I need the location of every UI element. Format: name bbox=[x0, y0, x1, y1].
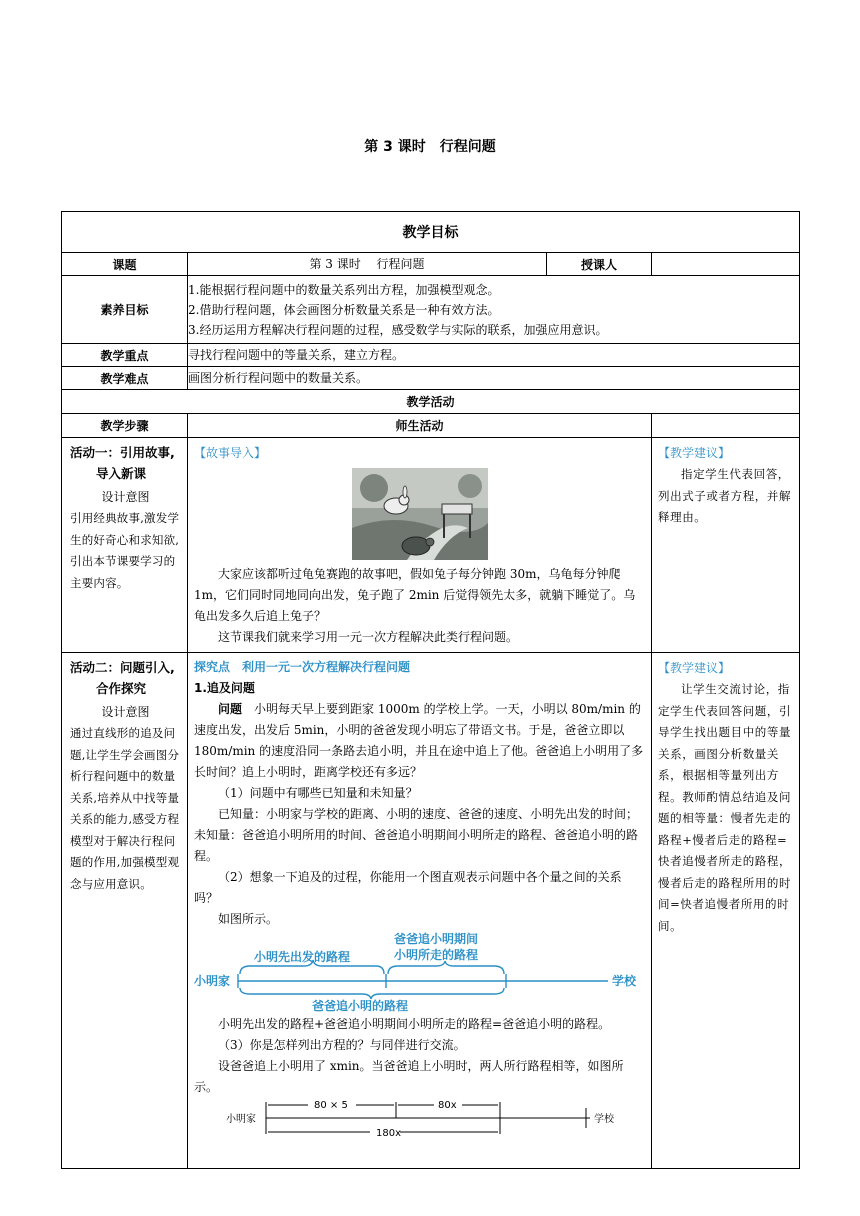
key-point-value: 寻找行程问题中的等量关系，建立方程。 bbox=[188, 344, 800, 367]
activity2-title-2: 合作探究 bbox=[96, 681, 147, 696]
activity1-title-2: 导入新课 bbox=[96, 466, 147, 481]
diagram2-total-label: 180x bbox=[376, 1128, 402, 1139]
col-activity: 师生活动 bbox=[188, 414, 652, 438]
problem-text bbox=[194, 699, 645, 783]
lesson-label: 课题 bbox=[62, 253, 188, 276]
diagram2-seg1-label: 80 × 5 bbox=[314, 1100, 348, 1111]
diagram1-total-label: 爸爸追小明的路程 bbox=[312, 999, 409, 1013]
literacy-item: 2.借助行程问题，体会画图分析数量关系是一种有效方法。 bbox=[188, 302, 500, 317]
col-steps: 教学步骤 bbox=[62, 414, 188, 438]
diagram1-start-label: 小明家 bbox=[194, 974, 231, 988]
activity1-intent-label: 设计意图 bbox=[101, 490, 150, 504]
activity2-intent-text: 通过直线形的追及问题,让学生学会画图分析行程问题中的数量关系,培养从中找等量关系的能力,感受方程模型对于解决行程问题的作用,加强模型观念与应用意识。 bbox=[70, 726, 180, 891]
activity2-advice-tag: 【教学建议】 bbox=[658, 661, 731, 675]
chase-diagram-1 bbox=[194, 930, 646, 1014]
lesson-plan-table bbox=[61, 211, 800, 1169]
lesson-value: 第 3 课时 行程问题 bbox=[188, 253, 547, 276]
teacher-value bbox=[652, 253, 800, 276]
diagram2-seg2-label: 80x bbox=[438, 1100, 457, 1111]
known-unknown: 已知量：小明家与学校的距离、小明的速度、爸爸的速度、小明先出发的时间；未知量：爸爸追小明所用的时间、爸爸追小明期间小明所走的路程、爸爸追小明的路程。 bbox=[194, 807, 639, 863]
teacher-label: 授课人 bbox=[547, 253, 652, 276]
problem-label: 问题 bbox=[218, 702, 243, 716]
story-para-2: 这节课我们就来学习用一元一次方程解决此类行程问题。 bbox=[218, 630, 519, 644]
activity1-title-1: 活动一：引用故事, bbox=[70, 445, 175, 460]
activity1-advice bbox=[652, 438, 800, 653]
activity2-intent-label: 设计意图 bbox=[101, 705, 150, 719]
chase-diagram-2 bbox=[194, 1098, 646, 1140]
diagram2-start-label: 小明家 bbox=[226, 1114, 256, 1125]
section-chase-problem: 1.追及问题 bbox=[194, 681, 255, 695]
diagram2-end-label: 学校 bbox=[594, 1114, 614, 1125]
activity1-advice-tag: 【教学建议】 bbox=[658, 446, 731, 460]
activity2-advice bbox=[652, 653, 800, 1169]
story-tag: 【故事导入】 bbox=[194, 446, 267, 460]
problem-body: 小明每天早上要到距家 1000m 的学校上学。一天，小明以 80m/min 的速度出发，出发后 5min，小明的爸爸发现小明忘了带语文书。于是，爸爸立即以 180m/min 的速度沿同一条路去追小明，并且在途中追上了他。爸爸追上小明用了多长时间？追上小明时，距离学校还有多远？ bbox=[194, 702, 644, 779]
question-3: （3）你是怎样列出方程的？与同伴进行交流。 bbox=[218, 1038, 466, 1052]
question-1: （1）问题中有哪些已知量和未知量？ bbox=[218, 786, 418, 800]
key-point-label: 教学重点 bbox=[62, 344, 188, 367]
diagram1-seg1-label: 小明先出发的路程 bbox=[254, 950, 351, 964]
activity1-intent-text: 引用经典故事,激发学生的好奇心和求知欲,引出本节课要学习的主要内容。 bbox=[70, 511, 180, 590]
difficulty-label: 教学难点 bbox=[62, 367, 188, 390]
activity1-step bbox=[62, 438, 188, 653]
goals-header: 教学目标 bbox=[62, 212, 800, 253]
diagram1-seg2-label-2: 小明所走的路程 bbox=[394, 948, 479, 962]
activities-header: 教学活动 bbox=[62, 390, 800, 414]
diagram1-seg2-label-1: 爸爸追小明期间 bbox=[394, 932, 479, 946]
setup-text: 设爸爸追上小明用了 xmin。当爸爸追上小明时，两人所行路程相等，如图所示。 bbox=[194, 1059, 624, 1094]
story-para-1: 大家应该都听过龟兔赛跑的故事吧，假如兔子每分钟跑 30m，乌龟每分钟爬 1m，它们同时同地同向出发，兔子跑了 2min 后觉得领先太多，就躺下睡觉了。乌龟出发多久后追上兔子？ bbox=[194, 567, 636, 623]
tortoise-hare-illustration bbox=[352, 468, 488, 560]
activity1-advice-text: 指定学生代表回答，列出式子或者方程，并解释理由。 bbox=[658, 467, 792, 524]
literacy-item: 3.经历运用方程解决行程问题的过程，感受数学与实际的联系，加强应用意识。 bbox=[188, 322, 608, 337]
literacy-label: 素养目标 bbox=[62, 276, 188, 344]
col-advice bbox=[652, 414, 800, 438]
activity2-step bbox=[62, 653, 188, 1169]
diagram1-end-label: 学校 bbox=[612, 974, 637, 988]
difficulty-value: 画图分析行程问题中的数量关系。 bbox=[188, 367, 800, 390]
question-2: （2）想象一下追及的过程，你能用一个图直观表示问题中各个量之间的关系吗？ bbox=[194, 870, 622, 905]
page-title: 第 3 课时 行程问题 bbox=[364, 139, 496, 155]
equation-text: 小明先出发的路程+爸爸追小明期间小明所走的路程=爸爸追小明的路程。 bbox=[218, 1017, 611, 1031]
activity2-content bbox=[188, 653, 652, 1169]
activity2-title-1: 活动二：问题引入, bbox=[70, 660, 175, 675]
literacy-goals bbox=[188, 276, 800, 344]
activity1-content bbox=[188, 438, 652, 653]
literacy-item: 1.能根据行程问题中的数量关系列出方程，加强模型观念。 bbox=[188, 282, 500, 297]
as-shown: 如图所示。 bbox=[218, 912, 279, 926]
explore-point: 探究点 利用一元一次方程解决行程问题 bbox=[194, 660, 411, 674]
activity2-advice-text: 让学生交流讨论，指定学生代表回答问题，引导学生找出题目中的等量关系，画图分析数量关系，根据相等量列出方程。教师酌情总结追及问题的相等量：慢者先走的路程+慢者后走的路程=快者追慢者所走的路程，慢者后走的路程所用的时间=快者追慢者所用的时间。 bbox=[658, 682, 792, 933]
